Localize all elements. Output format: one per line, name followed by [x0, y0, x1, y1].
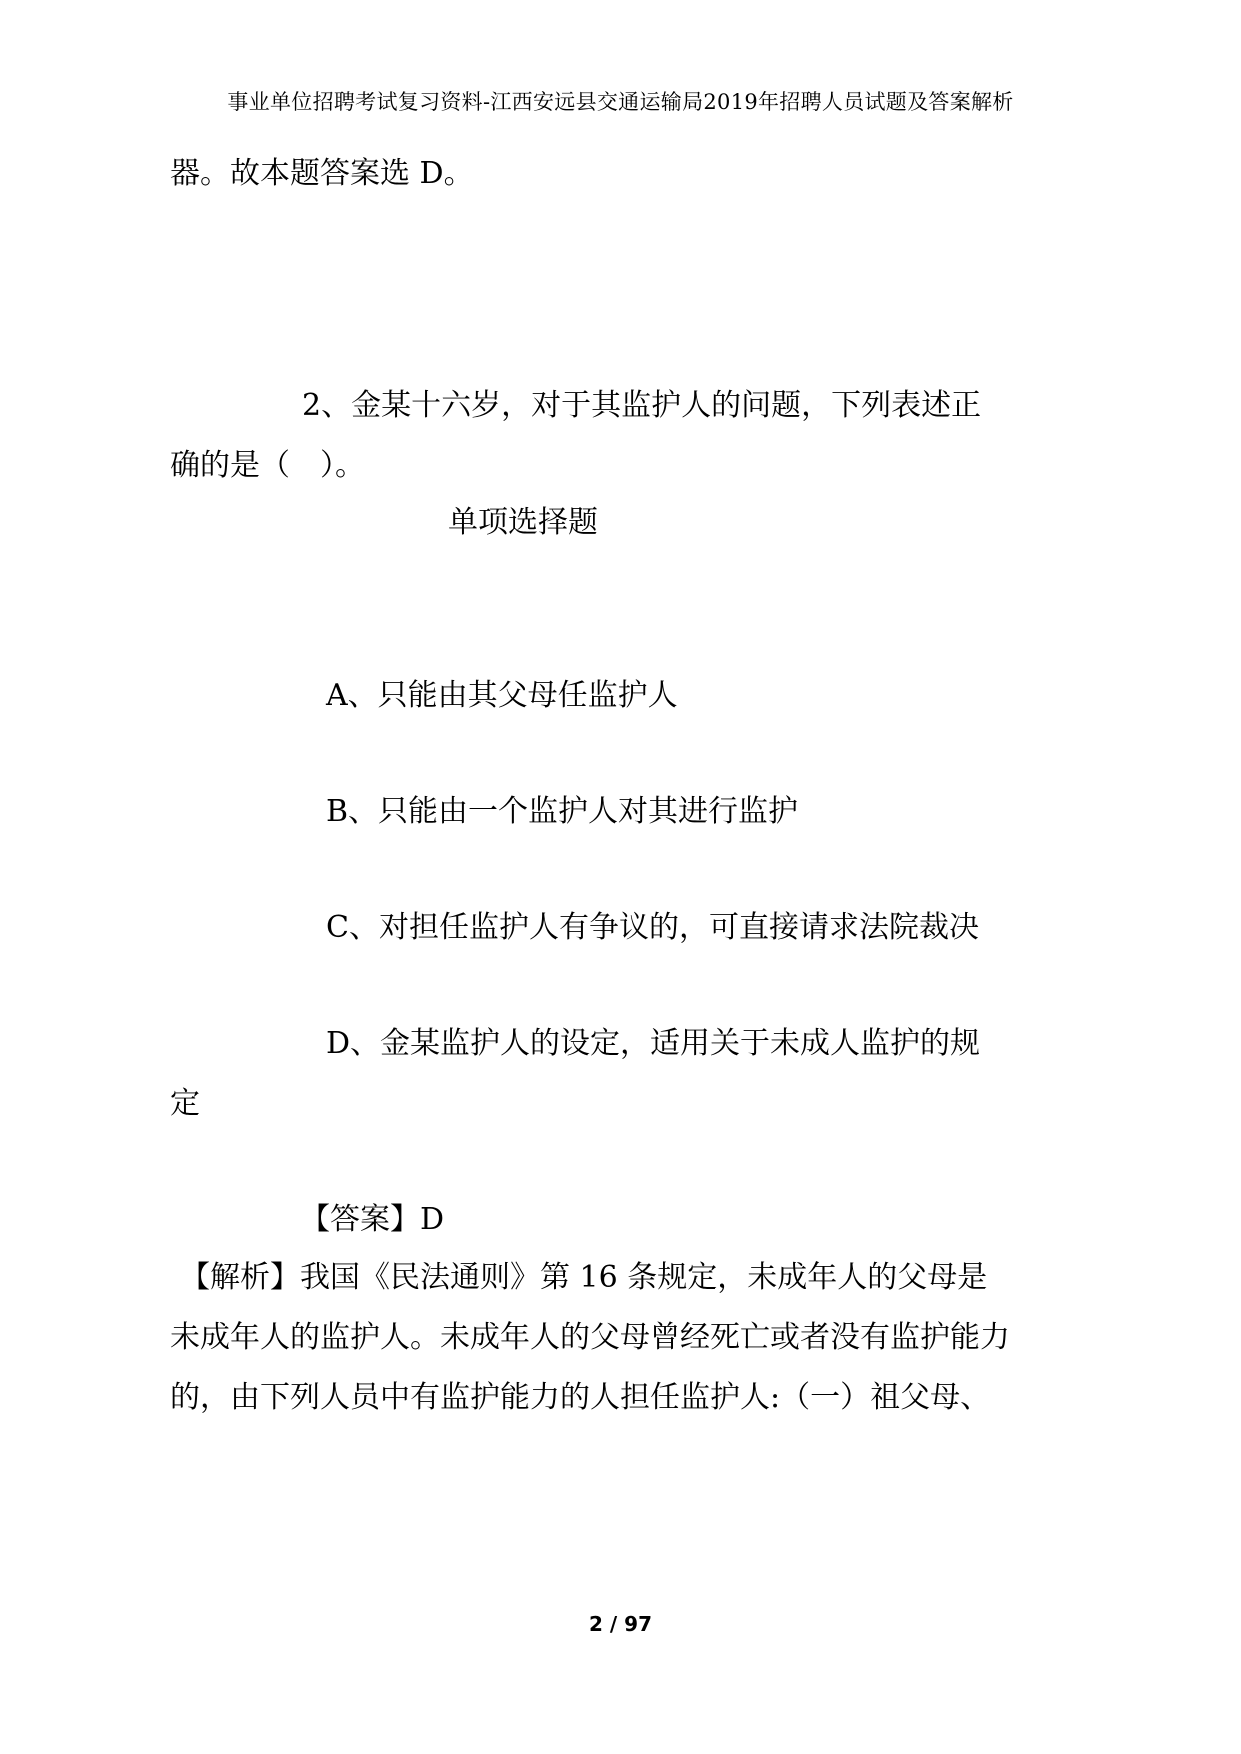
question-stem-text: 金某十六岁，对于其监护人的问题，下列表述正 — [351, 388, 982, 423]
analysis-line2: 未成年人的监护人。未成年人的父母曾经死亡或者没有监护能力 — [170, 1320, 1010, 1355]
option-b: B、只能由一个监护人对其进行监护 — [326, 794, 799, 829]
option-c: C、对担任监护人有争议的，可直接请求法院裁决 — [326, 910, 979, 945]
analysis-line3: 的，由下列人员中有监护能力的人担任监护人:（一）祖父母、 — [170, 1380, 991, 1415]
answer: 【答案】D — [300, 1202, 445, 1237]
question-type: 单项选择题 — [448, 505, 598, 540]
page-number: 2 / 97 — [589, 1612, 652, 1636]
analysis-line1: 【解析】我国《民法通则》第 16 条规定，未成年人的父母是 — [180, 1260, 988, 1295]
page-header: 事业单位招聘考试复习资料-江西安远县交通运输局2019年招聘人员试题及答案解析 — [227, 90, 1014, 114]
previous-answer-tail: 器。故本题答案选 D。 — [170, 156, 474, 191]
option-a: A、只能由其父母任监护人 — [326, 678, 678, 713]
question-stem-line1 — [302, 380, 981, 424]
question-number: 2、 — [302, 388, 352, 423]
option-d-line1: D、金某监护人的设定，适用关于未成人监护的规 — [326, 1026, 981, 1061]
question-stem-line2: 确的是（ ）。 — [170, 448, 365, 483]
option-d-line2: 定 — [170, 1086, 200, 1121]
